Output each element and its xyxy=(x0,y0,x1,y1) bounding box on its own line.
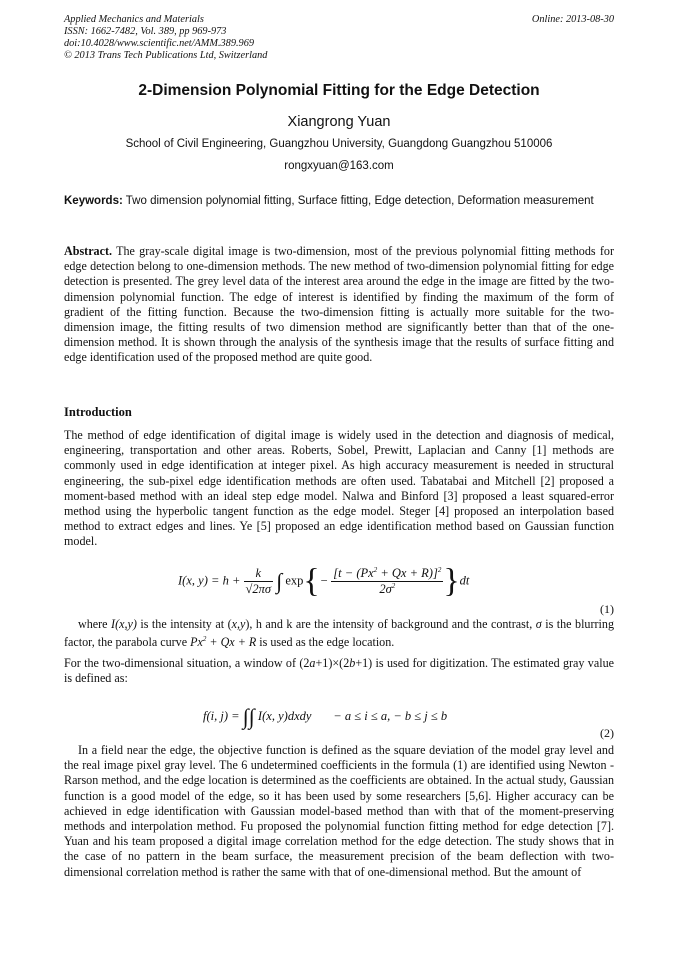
author-affiliation: School of Civil Engineering, Guangzhou University, Guangdong Guangzhou 510006 xyxy=(125,138,553,150)
two-dimensional-paragraph xyxy=(64,656,614,686)
introduction-paragraph: The method of edge identification of digital image is widely used in the detection and diagnosis of medical, engineering, transportation and other areas. Roberts, Sobel, Prewitt, Laplacian and Canny [1] methods are commonly used in edge identification at integer pixel. As high accuracy measurement is needed in structural engineering, the sub-pixel edge identification methods are often used. Tabatabai and Mitchell [2] proposed a moment-based method with an ideal step edge model. Nalwa and Binford [3] proposed a least squared-error method using the hyperbolic tangent function as the edge model. Steger [4] proposed an interpolation based method to extract edges and lines. Ye [5] proposed an edge identification method based on Gaussian function model. xyxy=(64,428,614,549)
keywords-section xyxy=(64,194,614,208)
for2d-c: +1)×(2 xyxy=(315,656,350,670)
where1-b: I(x,y) xyxy=(111,617,137,631)
abstract-paragraph xyxy=(64,244,614,366)
equation-1-number: (1) xyxy=(600,602,614,616)
sigma-symbol: σ xyxy=(535,617,542,631)
equation-1: I(x, y) = h + $\frac{k}{√2\pi\sigma}$ ∫ exp{− $\frac{[t - (Px^2 + Qx + R)]^2}{2\sigma^2}$ }dt xyxy=(178,562,470,600)
journal-name: Applied Mechanics and Materials xyxy=(64,14,204,25)
for2d-d: b xyxy=(349,656,356,670)
keywords-text: Two dimension polynomial fitting, Surface fitting, Edge detection, Deformation measurement xyxy=(125,195,594,207)
journal-doi: doi:10.4028/www.scientific.net/AMM.389.969 xyxy=(64,38,254,49)
abstract-text: The gray-scale digital image is two-dimension, most of the previous polynomial fitting methods for edge detection belong to one-dimension methods. The new method of two-dimension polynomial fitting for edge detection is presented. The grey level data of the interest area around the edge in the image are fitted by the two-dimension polynomial function. The edge of interest is identified by finding the maximum of the form of gradient of the fitting function. Because the two-dimension fitting is actually more suitable for the two-dimension image, the fitting results of two dimension method are significantly better than that of the one-dimension method. It is shown through the analysis of the synthesis image that the results of surface fitting and edge identification used of the proposed method are quite good. xyxy=(64,244,614,365)
edge-field-paragraph: In a field near the edge, the objective function is defined as the square deviation of the model gray level and the real image pixel gray level. The 6 undetermined coefficients in the formula (1) are identified using Newton - Rarson method, and the edge location is determined as the coefficients are obtained. In the actual study, Gaussian function is a good model of the edge, so it has been used by some researchers [5,6]. Higher accuracy can be achieved in edge identification with Gaussian model-based method than with that of the moment-preserving methods and interpolation method. Fu proposed the polynomial function fitting method for edge detection [7]. Yuan and his team proposed a digital image correlation method for the edge detection. The study shows that in the case of no pattern in the beam surface, the measurement precision of the beam deflection with two-dimensional correlation method is rather the same with that of one-dimensional method. But the amount of xyxy=(64,743,614,879)
parabola-formula: $Px^2 + Qx + R$ xyxy=(190,635,257,650)
paper-title: 2-Dimension Polynomial Fitting for the Edge Detection xyxy=(138,82,540,99)
where1-g: is used as the edge location. xyxy=(256,635,395,650)
for2d-b: a xyxy=(309,656,316,670)
where1-c: is the intensity at ( xyxy=(136,617,232,631)
journal-copyright: © 2013 Trans Tech Publications Ltd, Switzerland xyxy=(64,50,268,61)
paper-author: Xiangrong Yuan xyxy=(287,114,391,130)
keywords-label: Keywords: xyxy=(64,195,123,207)
journal-header xyxy=(64,14,614,62)
equation-2: f(i, j) = ∫∫ I(x, y)dxdy − a ≤ i ≤ a, − b ≤ j ≤ b xyxy=(203,704,448,729)
online-date: Online: 2013-08-30 xyxy=(531,14,614,25)
where1-a: where xyxy=(78,617,112,631)
for2d-a: For the two-dimensional situation, a window of (2 xyxy=(64,656,310,670)
where1-d: x,y xyxy=(231,617,246,631)
section-heading-introduction: Introduction xyxy=(64,405,132,419)
equation-2-number: (2) xyxy=(600,726,614,740)
where1-f: is the blurring factor, the parabola curve xyxy=(64,617,614,650)
equation-1-explanation xyxy=(64,617,614,650)
for2d-e: +1) is used for digitization. The estimated gray value is defined as: xyxy=(64,656,614,686)
where1-e: ), h and k are the intensity of background and the contrast, xyxy=(245,617,536,631)
author-email: rongxyuan@163.com xyxy=(284,160,394,172)
abstract-label: Abstract. xyxy=(64,244,113,258)
journal-issn: ISSN: 1662-7482, Vol. 389, pp 969-973 xyxy=(64,26,227,37)
